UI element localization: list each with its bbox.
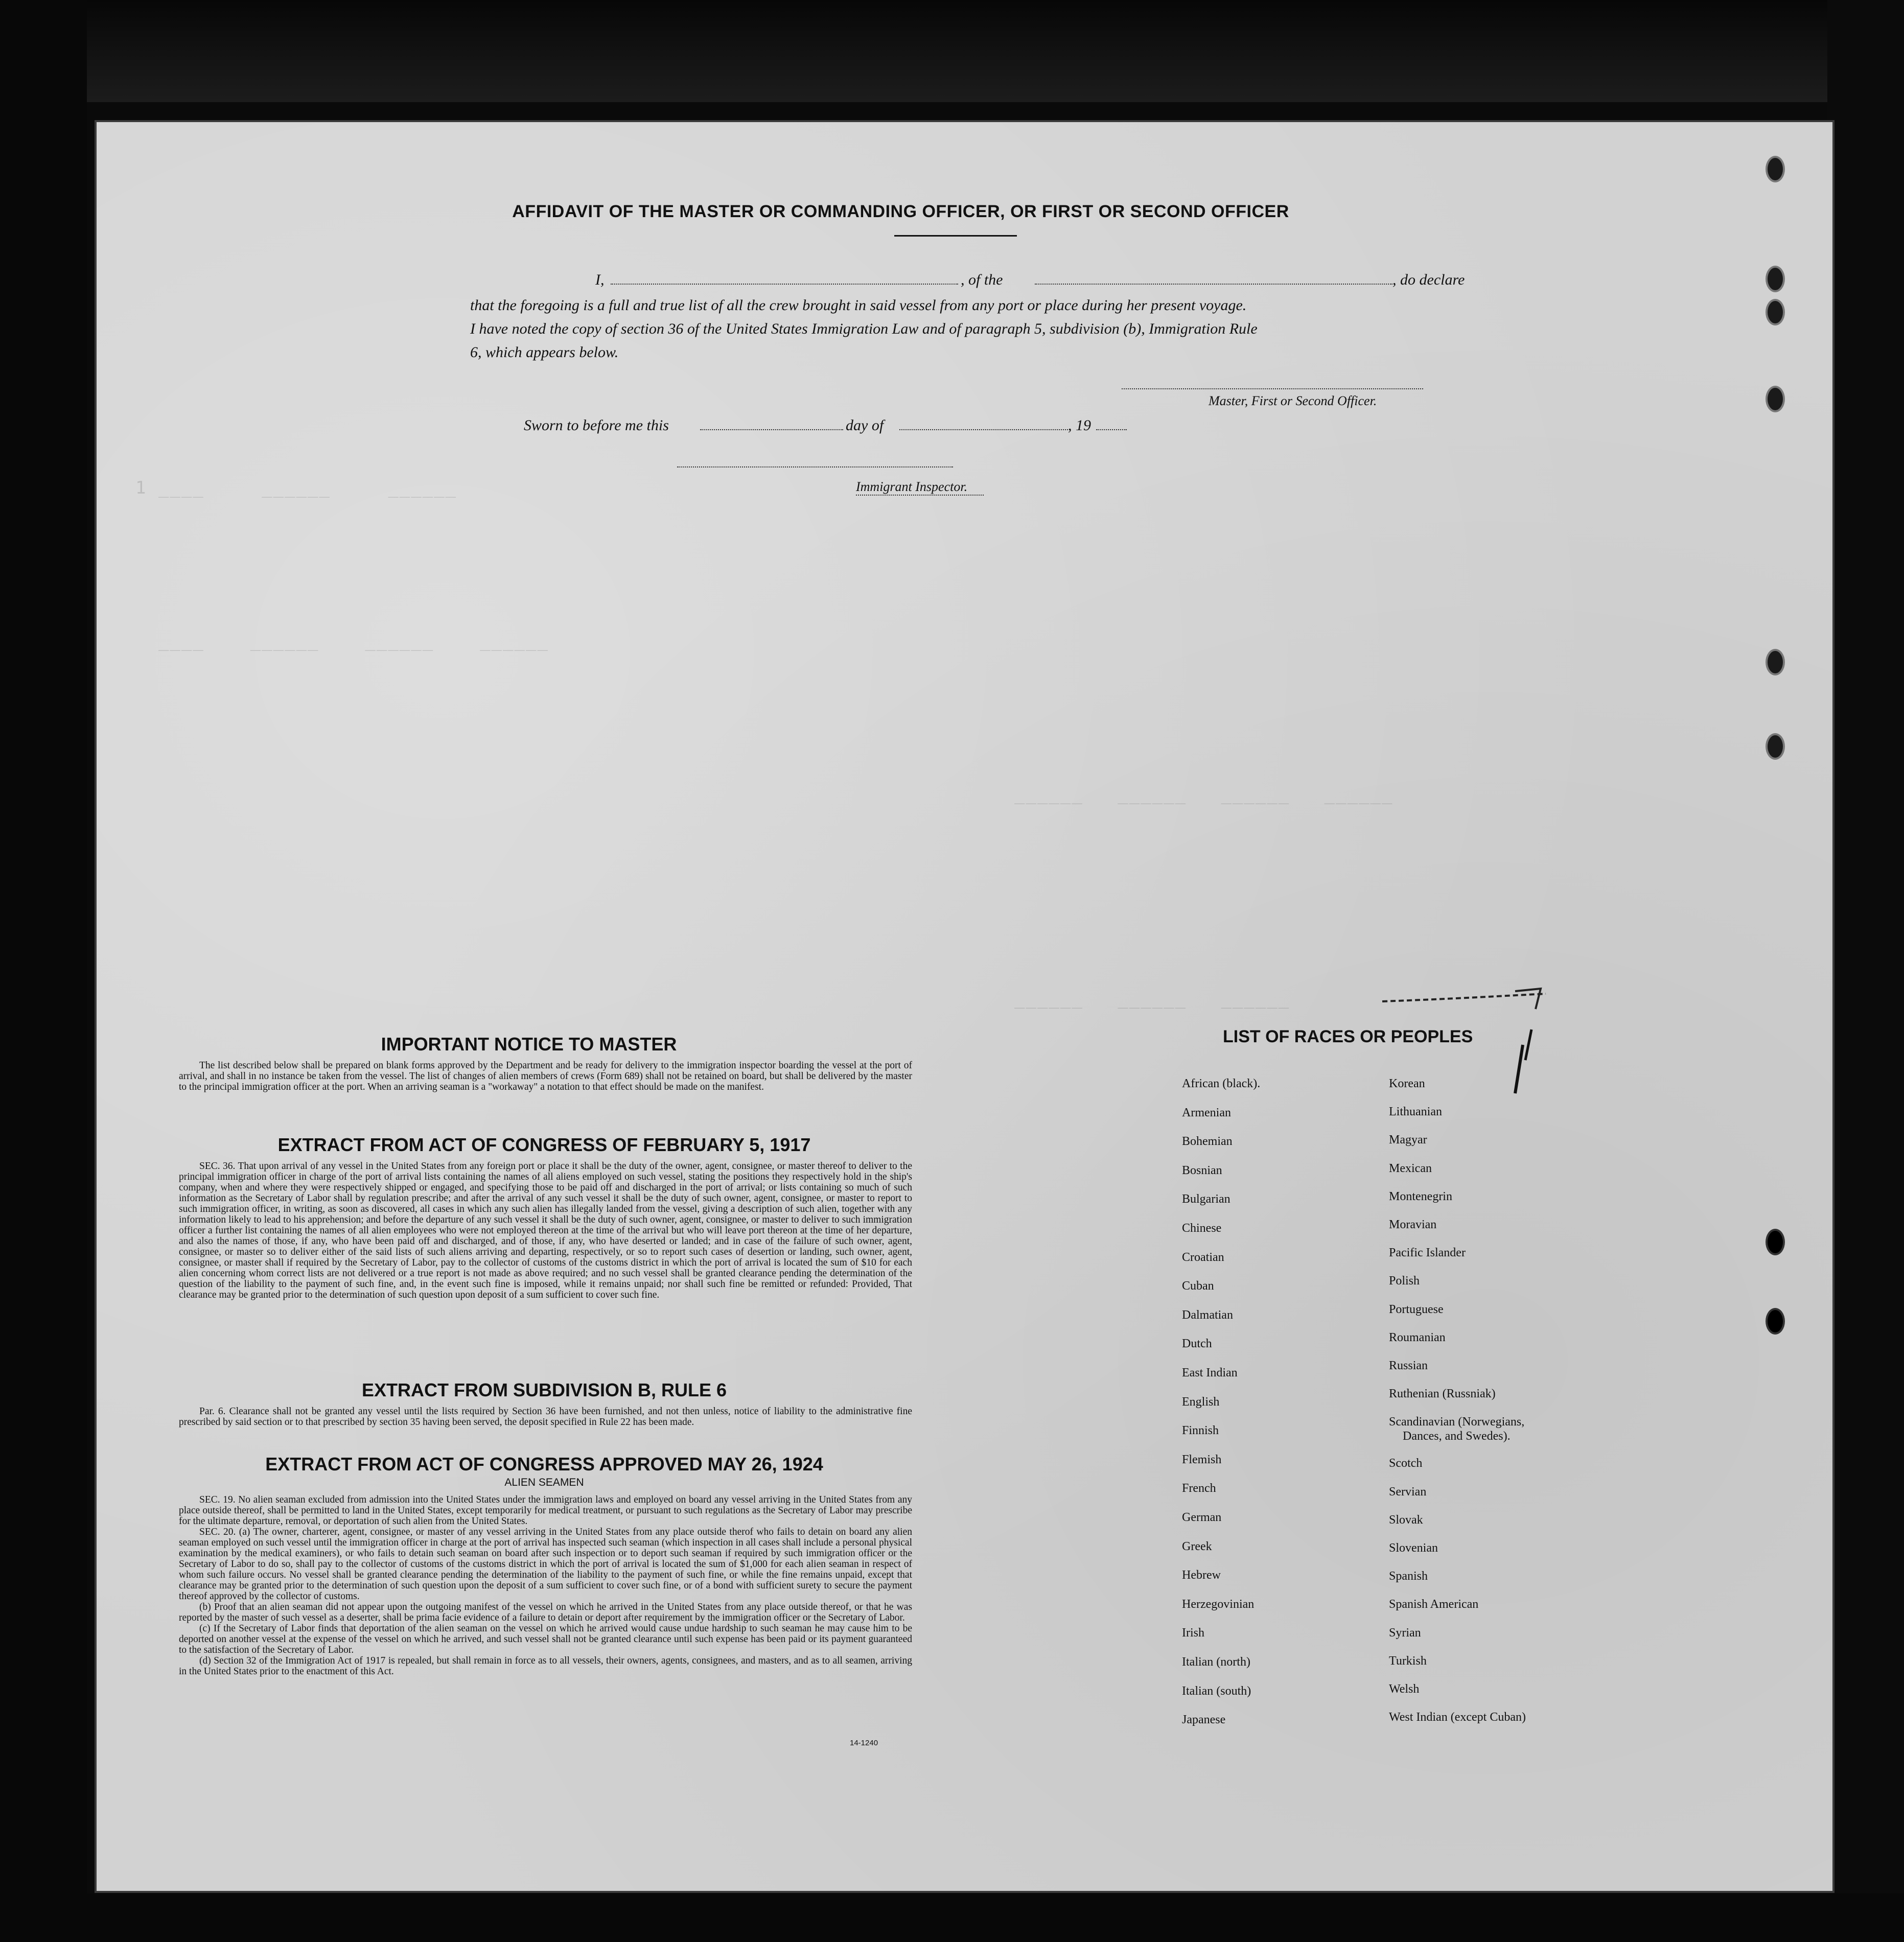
- race-entry: Dutch: [1182, 1337, 1212, 1351]
- race-entry: Roumanian: [1389, 1330, 1446, 1344]
- sworn-text: Sworn to before me this: [524, 417, 669, 434]
- race-entry: Russian: [1389, 1359, 1428, 1372]
- race-entry: Portuguese: [1389, 1302, 1444, 1316]
- inspector-signature-line: [677, 466, 953, 467]
- section-19-paragraph: SEC. 19. No alien seaman excluded from admission into the United States under the immigration laws and employed on board any vessel arriving in the United States from any place outside thereof, shall be permitted to land in the United States, except temporarily for medical treatment, or pursuant to such regulations as the Secretary of Labor may prescribe for the ultimate departure, removal, or deportation of such alien from the United States.: [179, 1494, 912, 1527]
- race-entry: Moravian: [1389, 1218, 1437, 1231]
- race-entry: Italian (north): [1182, 1655, 1250, 1669]
- race-entry: Finnish: [1182, 1424, 1219, 1438]
- race-entry: Polish: [1389, 1274, 1420, 1288]
- alien-seamen-subtitle: ALIEN SEAMEN: [504, 1477, 584, 1488]
- rule6-text: [179, 1406, 912, 1428]
- inspector-label-underline: [856, 495, 984, 496]
- race-entry: Herzegovinian: [1182, 1597, 1255, 1611]
- master-label: Master, First or Second Officer.: [1209, 393, 1377, 408]
- race-entry: Montenegrin: [1389, 1189, 1452, 1203]
- race-entry: Slovenian: [1389, 1541, 1438, 1555]
- notice-title: IMPORTANT NOTICE TO MASTER: [381, 1034, 677, 1055]
- month-blank: [899, 429, 1068, 430]
- race-entry: Scandinavian (Norwegians,: [1389, 1415, 1525, 1429]
- year-text: , 19: [1068, 417, 1091, 434]
- day-of-text: day of: [846, 417, 884, 434]
- notice-text: [179, 1060, 912, 1092]
- race-entry: Servian: [1389, 1485, 1427, 1499]
- form-number: 14-1240: [850, 1739, 878, 1747]
- race-entry: English: [1182, 1395, 1220, 1409]
- affidavit-declare: , do declare: [1392, 271, 1465, 288]
- name-blank: [611, 284, 958, 285]
- sworn-line: [524, 414, 1137, 437]
- race-entry: Welsh: [1389, 1682, 1420, 1696]
- scanner-bottom-edge: [0, 1893, 1904, 1942]
- section-20c-paragraph: (c) If the Secretary of Labor finds that deportation of the alien seaman on the vessel on which he arrived would cause undue hardship to such seaman he may cause him to be deported on another vessel at the expense of the vessel on which he arrived, and such vessel shall not be granted clearance until such expense has been paid or its payment guaranteed to the satisfaction of the Secretary of Labor.: [179, 1623, 912, 1655]
- race-entry: Spanish: [1389, 1570, 1428, 1583]
- extract-1924-text: [179, 1494, 912, 1677]
- affidavit-title: AFFIDAVIT OF THE MASTER OR COMMANDING OFFICER, OR FIRST OR SECOND OFFICER: [512, 202, 1289, 221]
- race-entry: Irish: [1182, 1626, 1204, 1640]
- bleed-through-ghost: 1 ____ ______ ______: [135, 478, 457, 498]
- affidavit-line-1: [595, 268, 1465, 292]
- year-blank: [1096, 429, 1127, 430]
- race-entry: Slovak: [1389, 1513, 1423, 1527]
- race-entry: Korean: [1389, 1077, 1425, 1090]
- rule6-paragraph: Par. 6. Clearance shall not be granted any vessel until the lists required by Section 36 have been furnished, and not then unless, notice of liability to the administrative fine prescribed by said section or to that prescribed by section 35 having been served, the deposit specified in Rule 22 has been made.: [179, 1406, 912, 1428]
- race-entry: Italian (south): [1182, 1684, 1251, 1698]
- race-entry: Magyar: [1389, 1133, 1427, 1147]
- sworn-day-blank: [700, 429, 843, 430]
- bleed-through-ghost: ______ ______ ______ ______: [1014, 784, 1394, 805]
- race-entry: East Indian: [1182, 1366, 1238, 1379]
- scanner-top-edge: [0, 0, 1904, 102]
- affidavit-I: I,: [595, 271, 605, 288]
- master-signature-line: [1122, 388, 1423, 389]
- race-entry: Mexican: [1389, 1161, 1432, 1175]
- notice-paragraph: The list described below shall be prepared on blank forms approved by the Department and be ready for delivery to the immigration inspector boarding the vessel at the port of arrival, and shall in no instance be taken from the vessel. The list of changes of alien members of crews (Form 689) shall not be retained on board, but shall be delivered by the master to the principal immigration officer at the port. When an arriving seaman is a "workaway" a notation to that effect should be made on the manifest.: [179, 1060, 912, 1092]
- bleed-through-ghost: ______ ______ ______: [1014, 989, 1290, 1009]
- race-entry: Spanish American: [1389, 1598, 1479, 1611]
- races-title: LIST OF RACES OR PEOPLES: [1223, 1027, 1473, 1046]
- vessel-blank: [1035, 284, 1392, 285]
- race-entry: Hebrew: [1182, 1569, 1221, 1582]
- race-entry: Dalmatian: [1182, 1308, 1233, 1322]
- race-entry: French: [1182, 1482, 1216, 1495]
- bleed-through-ghost: ____ ______ ______ ______: [135, 631, 549, 651]
- extract-1917-text: [179, 1161, 912, 1300]
- race-entry: African (black).: [1182, 1077, 1261, 1090]
- race-entry: West Indian (except Cuban): [1389, 1711, 1526, 1724]
- race-entry: German: [1182, 1511, 1222, 1524]
- affidavit-line-4: 6, which appears below.: [470, 344, 619, 361]
- race-entry: Bulgarian: [1182, 1192, 1230, 1206]
- race-entry: Chinese: [1182, 1222, 1222, 1235]
- race-entry: Lithuanian: [1389, 1105, 1442, 1119]
- affidavit-line-3: I have noted the copy of section 36 of the United States Immigration Law and of paragraph 5, subdivision (b), Immigration Rule: [470, 320, 1258, 337]
- document-sheet: [95, 120, 1835, 1893]
- section-36-paragraph: SEC. 36. That upon arrival of any vessel in the United States from any foreign port or place it shall be the duty of the owner, agent, consignee, or master thereof to deliver to the principal immigration officer in charge of the port of arrival lists containing the names of all aliens employed on such vessel, stating the positions they respectively hold in the ship's company, when and where they were respectively shipped or engaged, and specifying those to be paid off and discharged in the port of arrival; or lists containing so much of such information as the Secretary of Labor shall by regulation prescribe; and after the arrival of any such vessel it shall be the duty of such owner, agent, consignee, or master to report to such immigration officer, in writing, as soon as discovered, all cases in which any such alien has illegally landed from the vessel, giving a description of such alien, together with any information likely to lead to his apprehension; and before the departure of any such vessel it shall be the duty of such owner, agent, consignee, or master to deliver to such immigration officer a further list containing the names of all alien employees who were not employed thereon at the time of the arrival but who will leave port thereon at the time of her departure, and also the names of those, if any, who have been paid off and discharged, and of those, if any, who have deserted or landed; and in case of the failure of such owner, agent, consignee, or master so to deliver either of the said lists of such aliens arriving and departing, respectively, or so to report such cases of desertion or landing, such owner, agent, consignee, or master shall if required by the Secretary of Labor, pay to the collector of customs of the customs district in which the port of arrival is located the sum of $10 for each alien concerning whom correct lists are not delivered or a true report is not made as above required; and no such vessel shall be granted clearance pending the determination of the question of the liability to the payment of such fine, and, in the event such fine is imposed, while it remains unpaid; nor shall such fine be remitted or refunded: Provided, That clearance may be granted prior to the determination of such question upon deposit of a sum sufficient to cover such fine.: [179, 1161, 912, 1300]
- title-underline: [894, 235, 1017, 237]
- section-20d-paragraph: (d) Section 32 of the Immigration Act of 1917 is repealed, but shall remain in force as to all vessels, their owners, agents, consignees, and masters, and as to all seamen, arriving in the United States prior to the enactment of this Act.: [179, 1655, 912, 1677]
- rule6-title: EXTRACT FROM SUBDIVISION B, RULE 6: [361, 1379, 727, 1400]
- scanner-right-edge: [1827, 0, 1904, 1942]
- race-entry: Japanese: [1182, 1713, 1226, 1727]
- inspector-label: Immigrant Inspector.: [856, 479, 968, 494]
- pencil-marks: [1352, 953, 1566, 1259]
- race-entry: Bohemian: [1182, 1135, 1233, 1149]
- race-entry: Pacific Islander: [1389, 1246, 1466, 1260]
- race-entry: Scotch: [1389, 1457, 1423, 1470]
- race-entry: Syrian: [1389, 1626, 1421, 1640]
- affidavit-of-the: , of the: [961, 271, 1003, 288]
- affidavit-line-2: that the foregoing is a full and true list of all the crew brought in said vessel from any port or place during her present voyage.: [470, 297, 1247, 314]
- extract-1924-title: EXTRACT FROM ACT OF CONGRESS APPROVED MAY 26, 1924: [265, 1454, 823, 1475]
- race-entry: Bosnian: [1182, 1163, 1222, 1177]
- race-entry: Flemish: [1182, 1453, 1222, 1466]
- race-entry: Dances, and Swedes).: [1403, 1430, 1511, 1443]
- race-entry: Cuban: [1182, 1279, 1214, 1293]
- race-entry: Greek: [1182, 1539, 1212, 1553]
- race-entry: Ruthenian (Russniak): [1389, 1387, 1496, 1401]
- scanner-left-edge: [0, 0, 87, 1942]
- race-entry: Croatian: [1182, 1250, 1224, 1264]
- race-entry: Turkish: [1389, 1654, 1427, 1668]
- section-20a-paragraph: SEC. 20. (a) The owner, charterer, agent, consignee, or master of any vessel arriving in the United States from any place outside therof who fails to detain on board any alien seaman employed on such vessel until the immigration officer in charge at the port of arrival has inspected such seaman (which inspection in all cases shall include a personal physical examination by the medical examiners), or who fails to detain such seaman on board after such inspection or to deport such seaman if required by such immigration officer or the Secretary of Labor to do so, shall pay to the collector of customs of the customs district in which the port of arrival is located the sum of $1,000 for each alien seaman in respect of whom such failure occurs. No vessel shall be granted clearance pending the determination of the liability to the payment of such fine, or while the fine remains unpaid, except that clearance may be granted prior to the determination of such question upon the deposit of a sum sufficient to cover such fine, or of a bond with sufficient surety to secure the payment thereof approved by the collector of customs.: [179, 1527, 912, 1602]
- section-20b-paragraph: (b) Proof that an alien seaman did not appear upon the outgoing manifest of the vessel on which he arrived in the United States from any place outside thereof, or that he was reported by the master of such vessel as a deserter, shall be prima facie evidence of a failure to detain or deport after requirement by the immigration officer or the Secretary of Labor.: [179, 1602, 912, 1623]
- extract-1917-title: EXTRACT FROM ACT OF CONGRESS OF FEBRUARY 5, 1917: [277, 1134, 811, 1155]
- race-entry: Armenian: [1182, 1106, 1231, 1119]
